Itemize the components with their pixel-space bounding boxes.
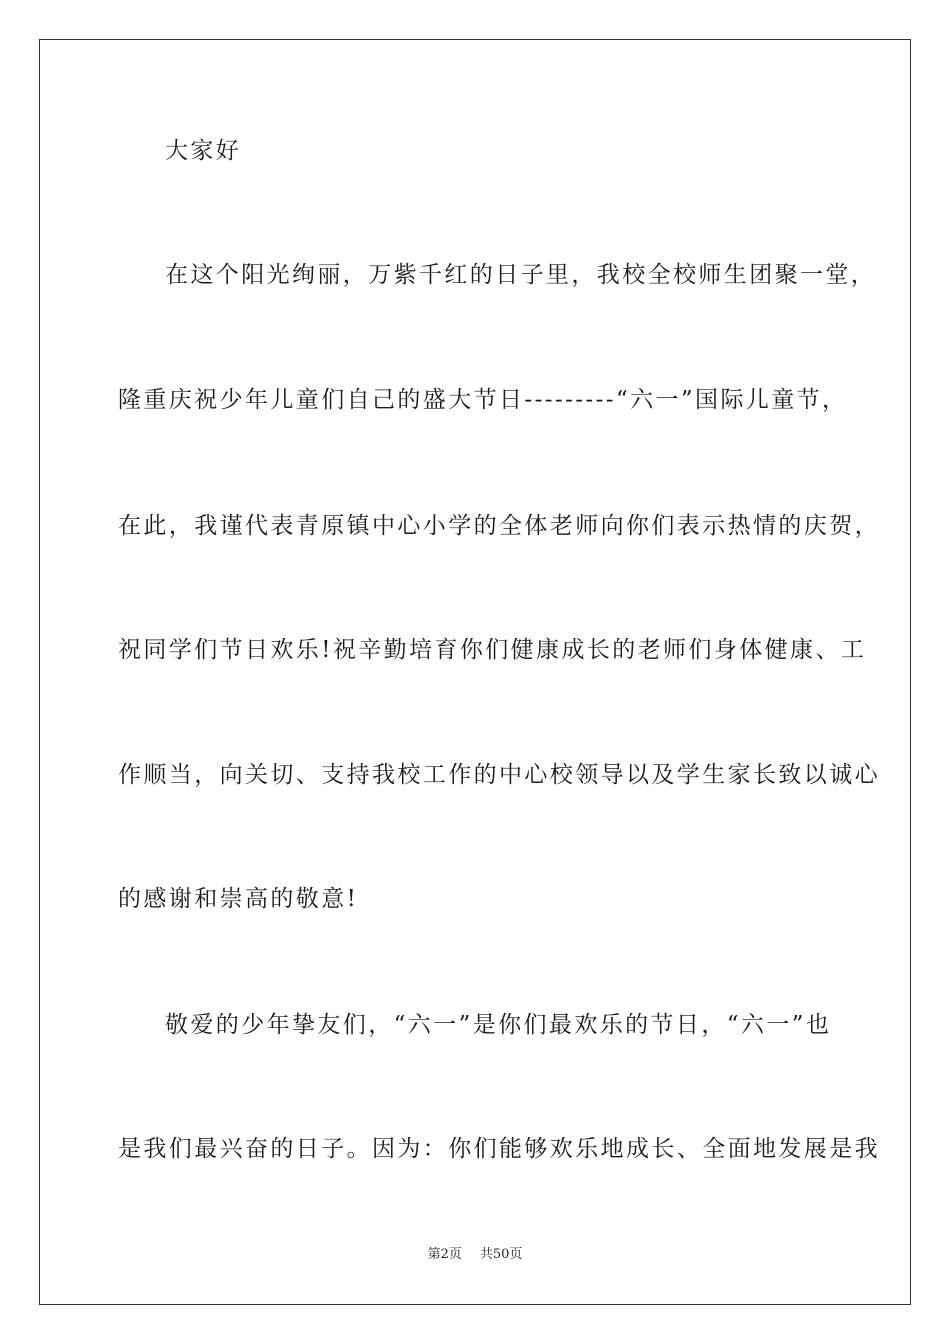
page-number: 第2页 — [427, 1247, 462, 1262]
text-line: 作顺当，向关切、支持我校工作的中心校领导以及学生家长致以诚心 — [118, 762, 880, 788]
page-border — [39, 39, 911, 1305]
page-total: 共50页 — [479, 1247, 523, 1262]
text-line-paragraph-2-start: 敬爱的少年挚友们，“六一”是你们最欢乐的节日，“六一”也 — [165, 1012, 832, 1038]
page-footer — [0, 1246, 950, 1264]
text-line: 在此，我谨代表青原镇中心小学的全体老师向你们表示热情的庆贺， — [118, 513, 880, 539]
text-line: 是我们最兴奋的日子。因为：你们能够欢乐地成长、全面地发展是我 — [118, 1136, 880, 1162]
text-line: 祝同学们节日欢乐!祝辛勤培育你们健康成长的老师们身体健康、工 — [118, 637, 867, 663]
text-line: 隆重庆祝少年儿童们自己的盛大节日---------“六一”国际儿童节， — [118, 387, 848, 413]
text-line: 的感谢和崇高的敬意! — [118, 886, 359, 912]
text-line-paragraph-1-start: 在这个阳光绚丽，万紫千红的日子里，我校全校师生团聚一堂， — [165, 262, 877, 288]
text-line-greeting: 大家好 — [165, 138, 242, 164]
